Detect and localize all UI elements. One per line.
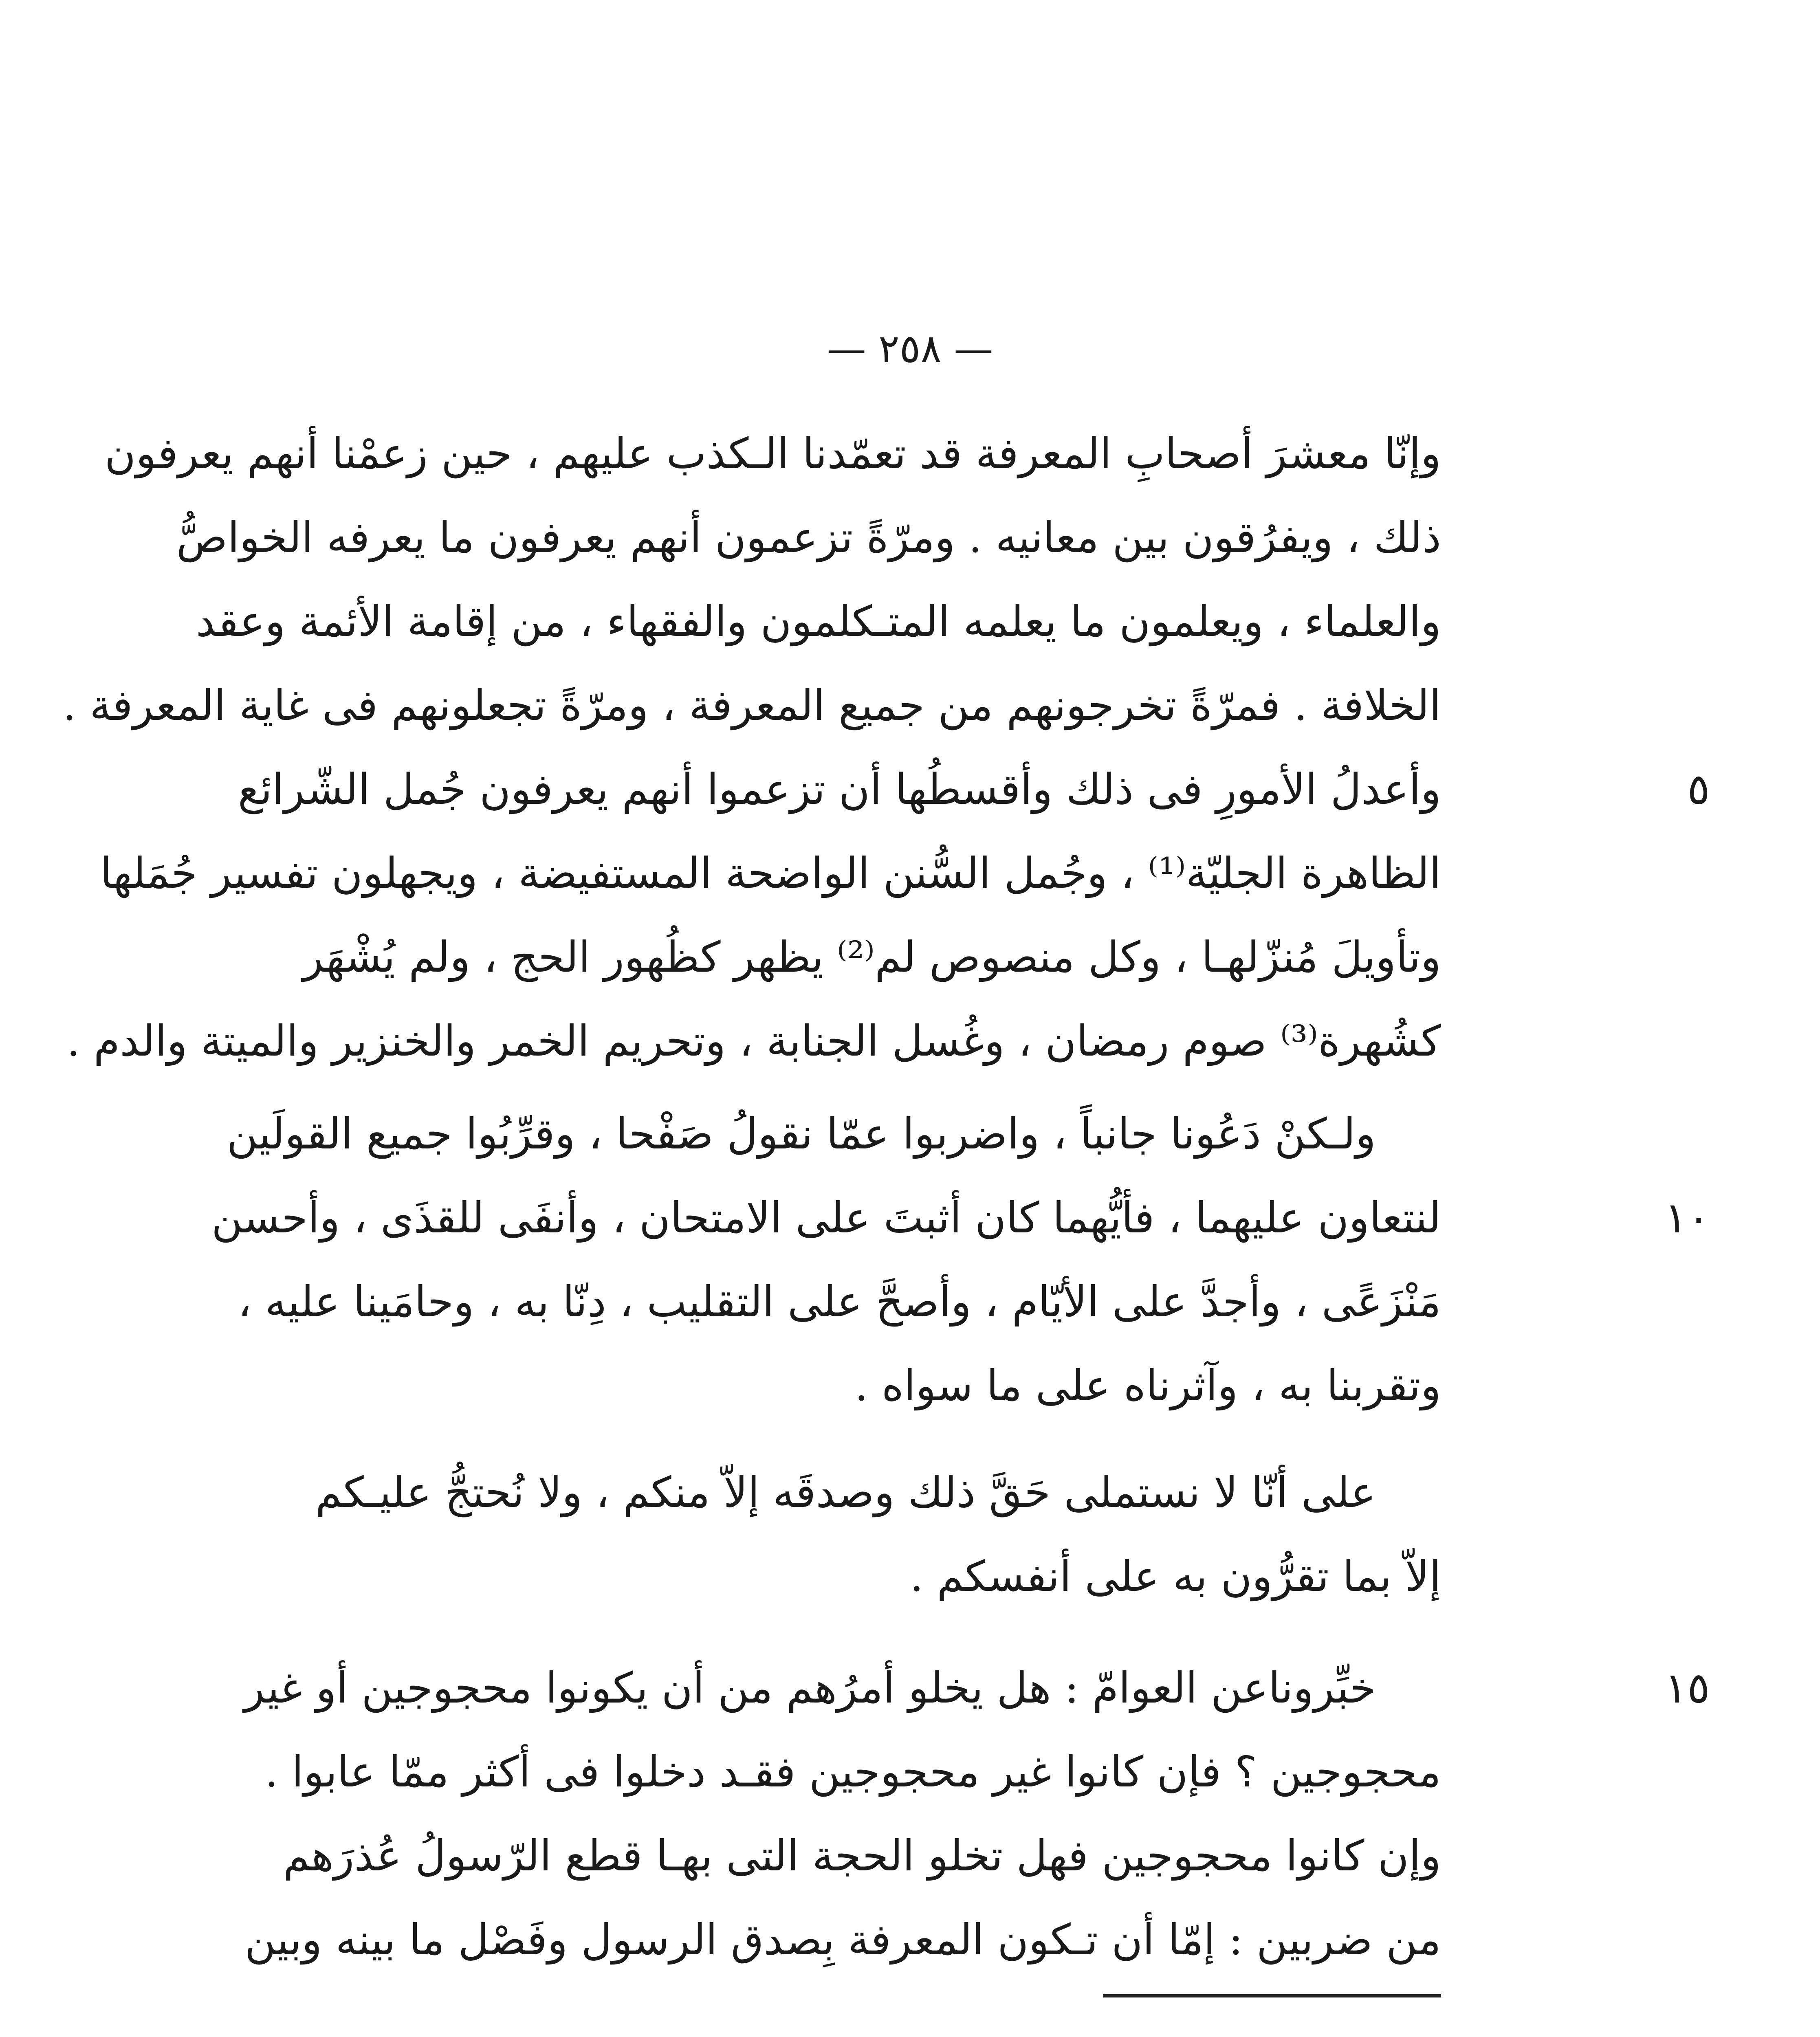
paragraph-3 [211,1092,1441,1428]
text-line: إلاّ بما تقرُّون به على أنفسكم . [910,1551,1441,1601]
paragraph-4 [315,1450,1441,1618]
text-line: الظاهرة الجليّة⁽¹⁾ ، وجُمل السُّنن الواضحة المستفيضة ، ويجهلون تفسير جُمَلها [100,848,1441,898]
text-line: من ضربين : إمّا أن تـكون المعرفة بِصدق الرسول وفَصْل ما بينه وبين [244,1915,1441,1964]
line-number: ١٥ [1664,1663,1710,1713]
text-line: لنتعاون عليهما ، فأيُّهما كان أثبتَ على الامتحان ، وأنفَى للقذَى ، وأحسن [211,1193,1441,1243]
text-line: كشُهرة⁽³⁾ صوم رمضان ، وغُسل الجنابة ، وتحريم الخمر والخنزير والميتة والدم . [66,1016,1441,1066]
text-line: محجوجين ؟ فإن كانوا غير محجوجين فقـد دخلوا فى أكثر ممّا عابوا . [264,1747,1441,1797]
text-line: وتقربنا به ، وآثرناه على ما سواه . [854,1361,1441,1410]
text-line: الخلافة . فمرّةً تخرجونهم من جميع المعرفة ، ومرّةً تجعلونهم فى غاية المعرفة . [63,680,1441,730]
text-line: خبِّروناعن العوامّ : هل يخلو أمرُهم من أن يكونوا محجوجين أو غير [244,1663,1376,1713]
paragraph-2 [66,747,1441,1083]
line-number: ٥ [1687,764,1710,814]
page-number: — ٢٥٨ — [827,326,993,372]
paragraph-1 [63,411,1441,747]
text-line: وإنّا معشرَ أصحابِ المعرفة قد تعمّدنا الـكذب عليهم ، حين زعمْنا أنهم يعرفون [104,429,1441,478]
line-number: ١٠ [1664,1193,1710,1243]
text-line: على أنّا لا نستملى حَقَّ ذلك وصدقَه إلاّ منكم ، ولا نُحتجُّ عليـكم [315,1467,1376,1517]
text-line: وتأويلَ مُنزّلهـا ، وكل منصوص لم⁽²⁾ يظهر كظُهور الحج ، ولم يُشْهَر [302,932,1441,982]
text-line: والعلماء ، ويعلمون ما يعلمه المتـكلمون والفقهاء ، من إقامة الأئمة وعقد [196,596,1441,646]
text-line: ذلك ، ويفرُقون بين معانيه . ومرّةً تزعمون أنهم يعرفون ما يعرفه الخواصُّ [176,513,1441,562]
footnote-rule [1103,1994,1441,1997]
text-line: وأعدلُ الأمورِ فى ذلك وأقسطُها أن تزعموا أنهم يعرفون جُمل الشّرائع [238,764,1441,814]
text-line: وإن كانوا محجوجين فهل تخلو الحجة التى بهـا قطع الرّسولُ عُذرَهم [283,1831,1441,1881]
text-line: مَنْزَعًى ، وأجدَّ على الأيّام ، وأصحَّ على التقليب ، دِنّا به ، وحامَينا عليه ، [238,1277,1441,1326]
paragraph-5 [244,1646,1441,1982]
text-line: ولـكنْ دَعُونا جانباً ، واضربوا عمّا نقولُ صَفْحا ، وقرِّبُوا جميع القولَين [227,1109,1376,1159]
